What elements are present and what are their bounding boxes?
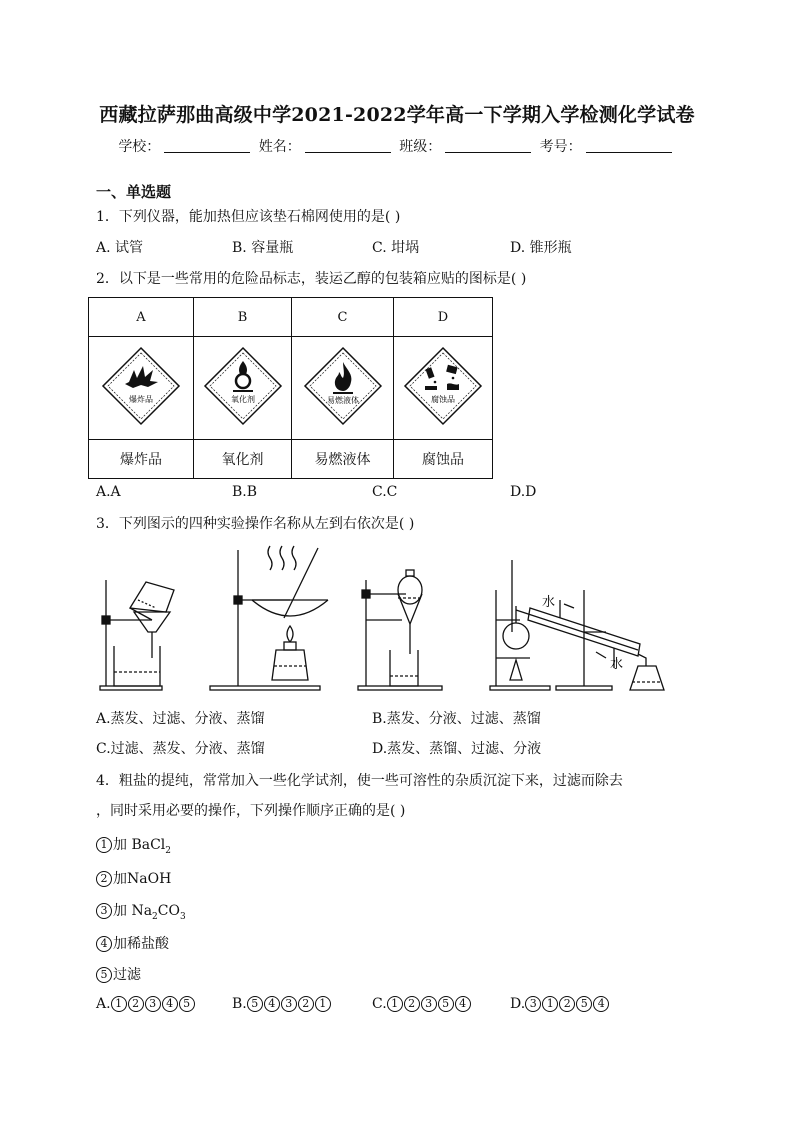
svg-text:氧化剂: 氧化剂 xyxy=(230,395,255,404)
circled-number: 3 xyxy=(281,996,297,1012)
circled-number: 1 xyxy=(96,837,112,853)
option-letter: B. xyxy=(232,996,247,1012)
q2-option-c[interactable]: C.C xyxy=(372,484,398,500)
circled-number: 1 xyxy=(111,996,127,1012)
step-text: 过滤 xyxy=(113,967,141,983)
circled-number: 5 xyxy=(438,996,454,1012)
q4-stem-line2: ，同时采用必要的操作，下列操作顺序正确的是( ) xyxy=(96,803,406,819)
school-blank[interactable] xyxy=(164,152,250,153)
circled-number: 1 xyxy=(387,996,403,1012)
q2-option-b[interactable]: B.B xyxy=(232,484,258,500)
circled-number: 2 xyxy=(298,996,314,1012)
id-blank[interactable] xyxy=(586,152,672,153)
q1-option-c[interactable]: C. 坩埚 xyxy=(372,240,420,256)
q4-step-1 xyxy=(96,834,171,856)
distillation-apparatus xyxy=(490,560,664,690)
separatory-funnel-apparatus xyxy=(358,570,442,690)
q4-stem-line1: 4．粗盐的提纯，常常加入一些化学试剂，使一些可溶性的杂质沉淀下来，过滤而除去 xyxy=(96,773,623,789)
hazard-table xyxy=(88,297,493,479)
circled-number: 5 xyxy=(576,996,592,1012)
step-text: 加 BaCl xyxy=(113,837,166,853)
circled-number: 2 xyxy=(559,996,575,1012)
step-text: 加 Na xyxy=(113,903,153,919)
lab-apparatus-figure xyxy=(90,540,670,700)
svg-text:爆炸品: 爆炸品 xyxy=(129,395,153,404)
oxidizer-icon xyxy=(203,346,283,426)
step-text: 加NaOH xyxy=(113,871,172,887)
circled-number: 4 xyxy=(264,996,280,1012)
header-b: B xyxy=(194,298,292,337)
step-subscript: 2 xyxy=(152,911,158,922)
circled-number: 4 xyxy=(96,936,112,952)
q4-option-b[interactable] xyxy=(232,996,332,1012)
circled-number: 1 xyxy=(315,996,331,1012)
q4-step-5 xyxy=(96,964,141,984)
q1-option-d[interactable]: D. 锥形瓶 xyxy=(510,240,572,256)
step-subscript: 2 xyxy=(165,845,172,856)
name-blank[interactable] xyxy=(305,152,391,153)
q1-stem: 1．下列仪器，能加热但应该垫石棉网使用的是( ) xyxy=(96,209,401,225)
q3-option-d[interactable]: D.蒸发、蒸馏、过滤、分液 xyxy=(372,741,542,757)
student-info xyxy=(0,136,794,156)
sign-oxidizer xyxy=(194,337,292,440)
class-blank[interactable] xyxy=(445,152,531,153)
step-text: 加稀盐酸 xyxy=(113,936,169,952)
circled-number: 4 xyxy=(455,996,471,1012)
q2-stem: 2．以下是一些常用的危险品标志，装运乙醇的包装箱应贴的图标是( ) xyxy=(96,271,527,287)
svg-text:腐蚀品: 腐蚀品 xyxy=(431,395,455,404)
field-school-label: 学校： xyxy=(118,139,161,155)
step-subscript: 3 xyxy=(179,911,186,922)
sign-flammable xyxy=(292,337,394,440)
circled-number: 2 xyxy=(128,996,144,1012)
field-id-label: 考号： xyxy=(539,139,582,155)
q4-step-3 xyxy=(96,900,186,922)
circled-number: 5 xyxy=(247,996,263,1012)
option-letter: D. xyxy=(510,996,526,1012)
q1-option-a[interactable]: A. 试管 xyxy=(96,240,144,256)
field-class-label: 班级： xyxy=(399,139,442,155)
sign-explosive xyxy=(89,337,194,440)
q4-step-2 xyxy=(96,868,171,888)
circled-number: 2 xyxy=(404,996,420,1012)
q4-option-c[interactable] xyxy=(372,996,472,1012)
q2-option-d[interactable]: D.D xyxy=(510,484,537,500)
name-b: 氧化剂 xyxy=(194,440,292,479)
evaporation-apparatus xyxy=(210,546,328,690)
filtration-apparatus xyxy=(100,580,174,690)
svg-text:易燃液体: 易燃液体 xyxy=(326,396,359,405)
exam-title: 西藏拉萨那曲高级中学2021-2022学年高一下学期入学检测化学试卷 xyxy=(99,104,695,126)
name-c: 易燃液体 xyxy=(292,440,394,479)
q3-option-b[interactable]: B.蒸发、分液、过滤、蒸馏 xyxy=(372,711,541,727)
section-heading: 一、单选题 xyxy=(96,183,172,201)
circled-number: 2 xyxy=(96,871,112,887)
option-letter: C. xyxy=(372,996,387,1012)
q1-option-b[interactable]: B. 容量瓶 xyxy=(232,240,294,256)
name-d: 腐蚀品 xyxy=(394,440,493,479)
water-out-label: 水 xyxy=(610,657,624,672)
circled-number: 3 xyxy=(421,996,437,1012)
circled-number: 4 xyxy=(593,996,609,1012)
flame-icon xyxy=(303,346,383,426)
field-name-label: 姓名： xyxy=(258,139,301,155)
q3-option-c[interactable]: C.过滤、蒸发、分液、蒸馏 xyxy=(96,741,265,757)
circled-number: 5 xyxy=(96,967,112,983)
header-d: D xyxy=(394,298,493,337)
q4-step-4 xyxy=(96,933,169,953)
circled-number: 3 xyxy=(145,996,161,1012)
q3-stem: 3．下列图示的四种实验操作名称从左到右依次是( ) xyxy=(96,516,415,532)
corrosive-icon xyxy=(403,346,483,426)
circled-number: 5 xyxy=(179,996,195,1012)
q2-option-a[interactable]: A.A xyxy=(96,484,121,500)
header-a: A xyxy=(89,298,194,337)
circled-number: 3 xyxy=(96,903,112,919)
q3-option-a[interactable]: A.蒸发、过滤、分液、蒸馏 xyxy=(96,711,265,727)
q4-option-d[interactable] xyxy=(510,996,610,1012)
sign-corrosive xyxy=(394,337,493,440)
step-text: CO xyxy=(157,903,180,919)
name-a: 爆炸品 xyxy=(89,440,194,479)
circled-number: 4 xyxy=(162,996,178,1012)
explosive-icon xyxy=(101,346,181,426)
header-c: C xyxy=(292,298,394,337)
circled-number: 1 xyxy=(542,996,558,1012)
circled-number: 3 xyxy=(525,996,541,1012)
q4-option-a[interactable] xyxy=(96,996,196,1012)
option-letter: A. xyxy=(96,996,111,1012)
water-in-label: 水 xyxy=(542,595,556,610)
